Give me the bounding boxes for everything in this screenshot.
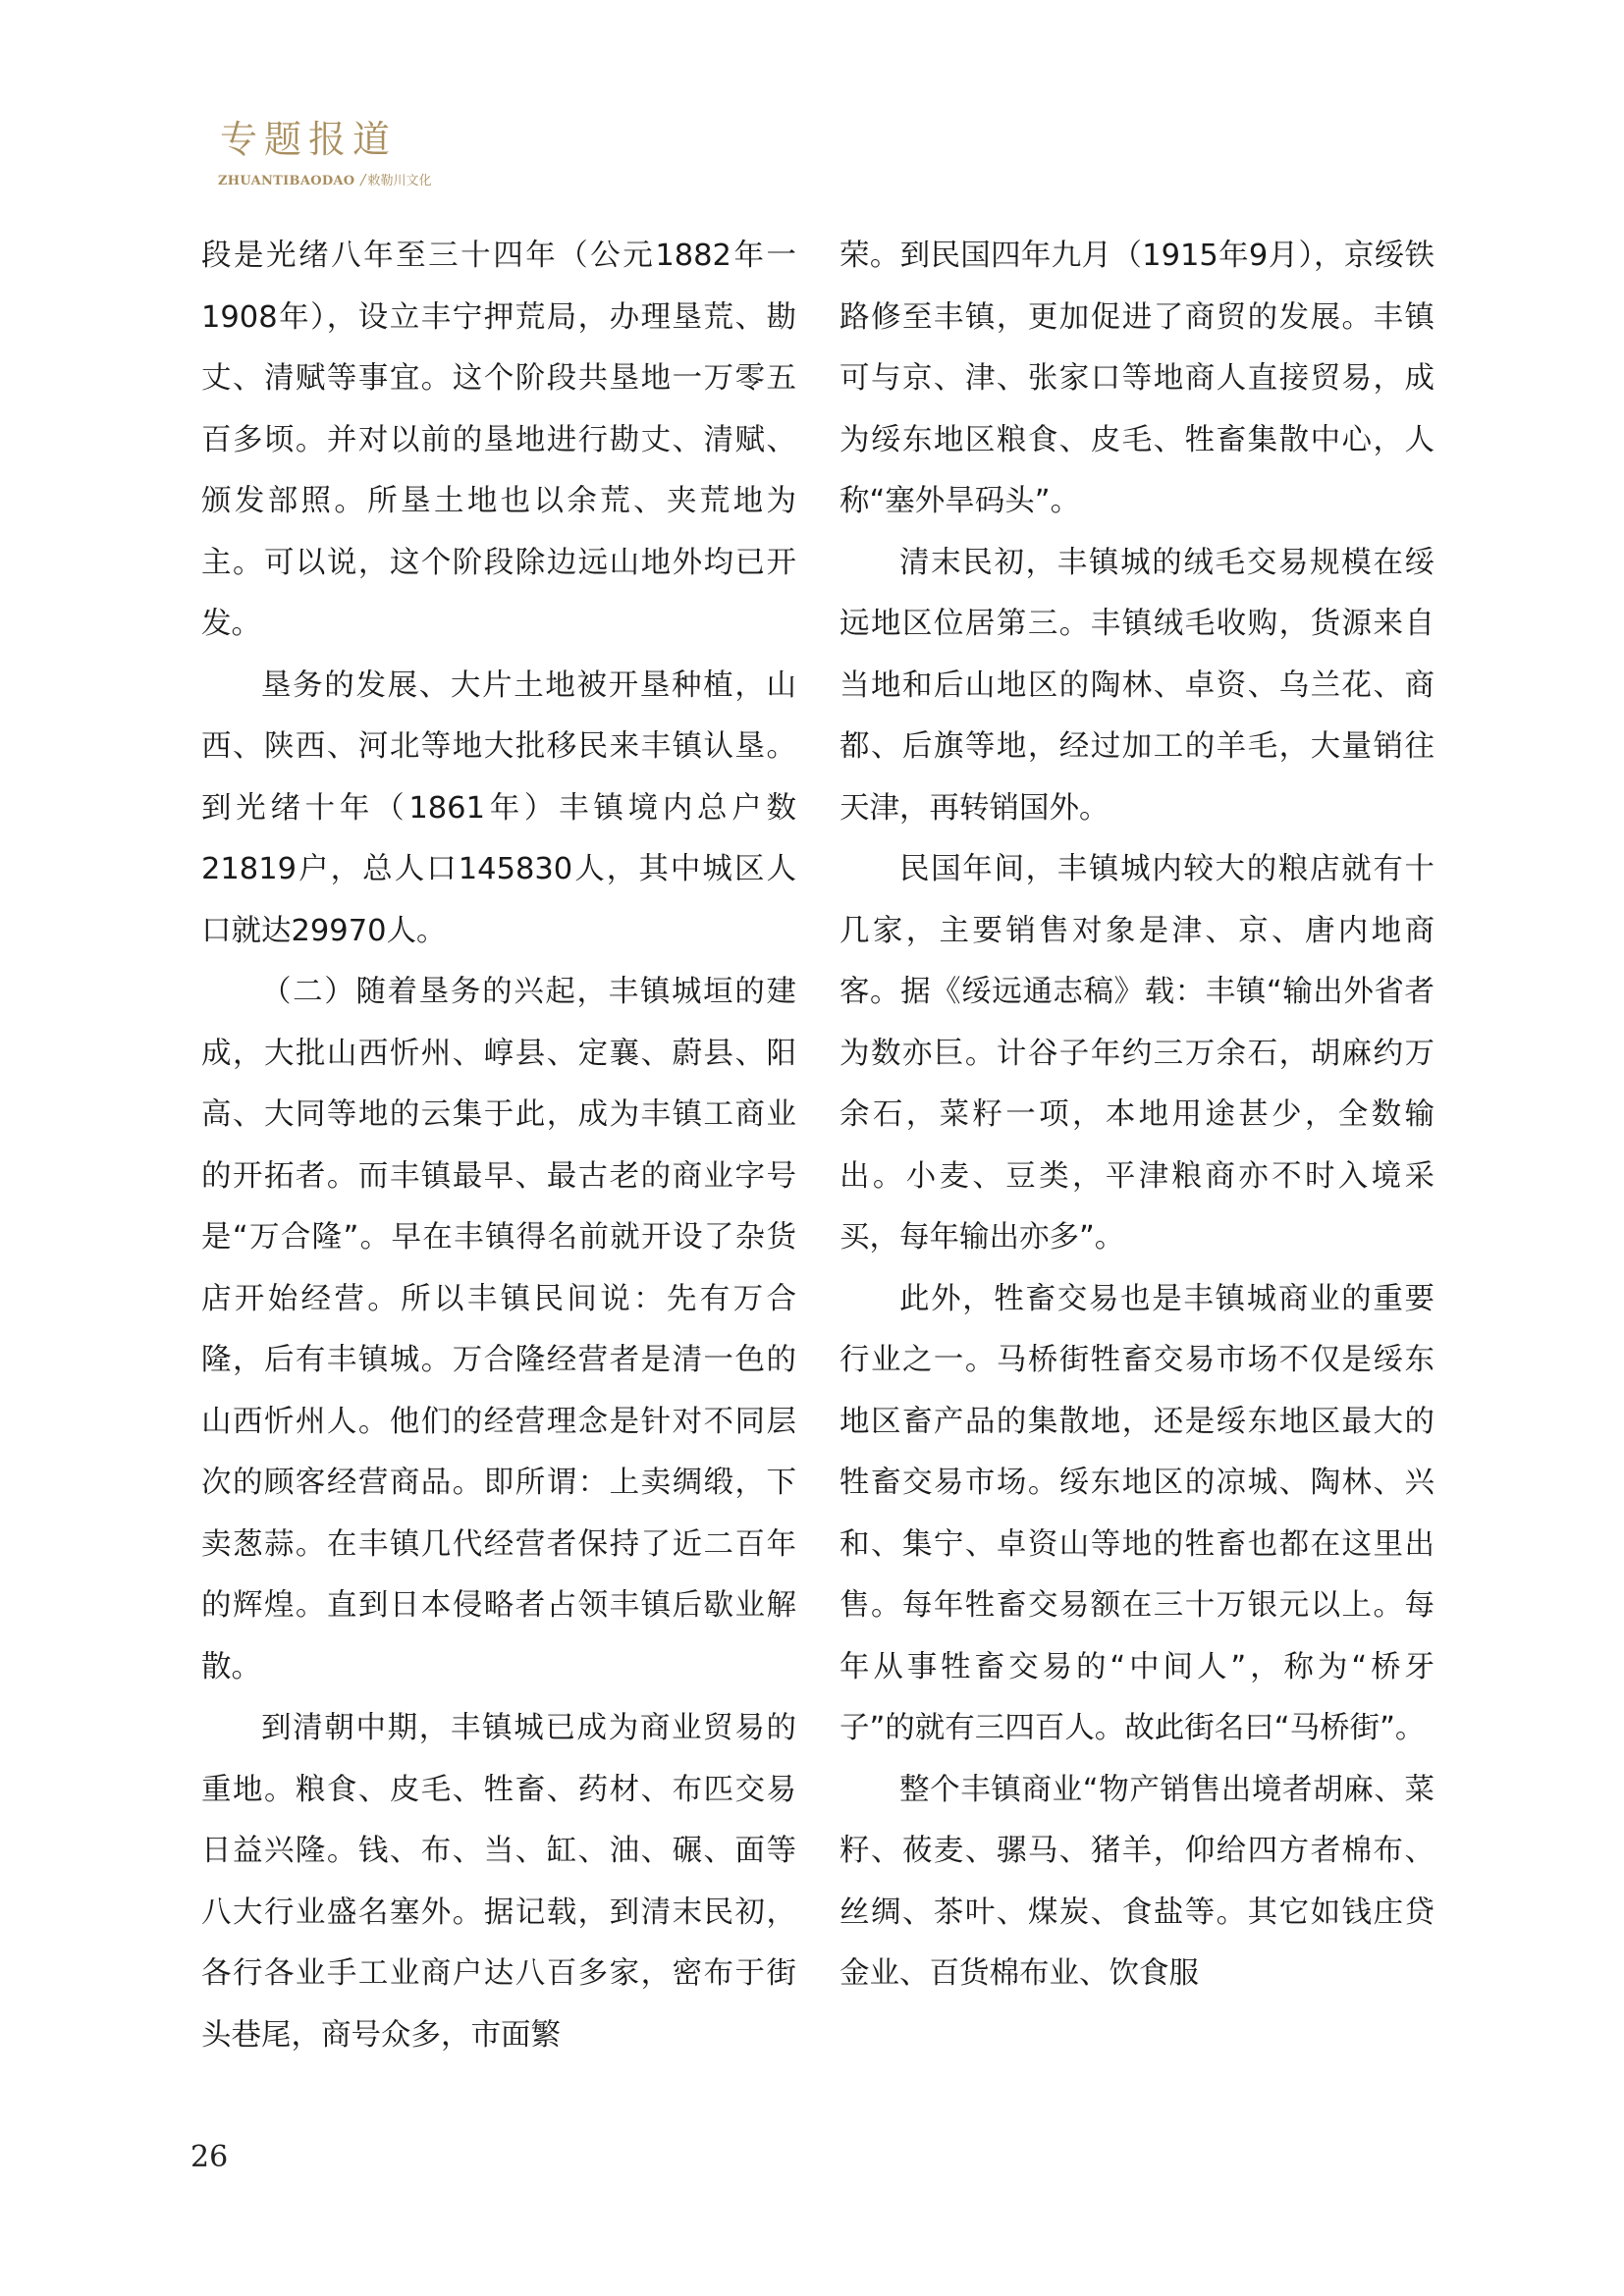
header-subline (218, 169, 807, 192)
header-slash: / (360, 171, 366, 188)
paragraph: 荣。到民国四年九月（1915年9月），京绥铁路修至丰镇，更加促进了商贸的发展。丰镇可与京、津、张家口等地商人直接贸易，成为绥东地区粮食、皮毛、牲畜集散中心，人称“塞外旱码头”。 (839, 239, 1435, 518)
paragraph: 垦务的发展、大片土地被开垦种植，山西、陕西、河北等地大批移民来丰镇认垦。到光绪十年（1861年）丰镇境内总户数21819户，总人口145830人，其中城区人口就达29970人。 (201, 667, 796, 948)
paragraph: 此外，牲畜交易也是丰镇城商业的重要行业之一。马桥街牲畜交易市场不仅是绥东地区畜产品的集散地，还是绥东地区最大的牲畜交易市场。绥东地区的凉城、陶林、兴和、集宁、卓资山等地的牲畜也都在这里出售。每年牲畜交易额在三十万银元以上。每年从事牲畜交易的“中间人”，称为“桥牙子”的就有三四百人。故此街名曰“马桥街”。 (839, 1281, 1435, 1745)
left-column (201, 226, 796, 2066)
paragraph: 到清朝中期，丰镇城已成为商业贸易的重地。粮食、皮毛、牲畜、药材、布匹交易日益兴隆。钱、布、当、缸、油、碾、面等八大行业盛名塞外。据记载，到清末民初，各行各业手工业商户达八百多家，密布于街头巷尾，商号众多，市面繁 (201, 1711, 796, 2053)
section-pinyin: ZHUANTIBAODAO (218, 174, 355, 188)
paragraph: 段是光绪八年至三十四年（公元1882年一1908年），设立丰宁押荒局，办理垦荒、勘丈、清赋等事宜。这个阶段共垦地一万零五百多顷。并对以前的垦地进行勘丈、清赋、颁发部照。所垦土地也以余荒、夹荒地为主。可以说，这个阶段除边远山地外均已开发。 (201, 239, 796, 641)
page-header (218, 116, 807, 194)
paragraph: （二）随着垦务的兴起，丰镇城垣的建成，大批山西忻州、崞县、定襄、蔚县、阳高、大同等地的云集于此，成为丰镇工商业的开拓者。而丰镇最早、最古老的商业字号是“万合隆”。早在丰镇得名前就开设了杂货店开始经营。所以丰镇民间说：先有万合隆，后有丰镇城。万合隆经营者是清一色的山西忻州人。他们的经营理念是针对不同层次的顾客经营商品。即所谓：上卖绸缎，下卖葱蒜。在丰镇几代经营者保持了近二百年的辉煌。直到日本侵略者占领丰镇后歇业解散。 (201, 975, 796, 1684)
magazine-name: 敕勒川文化 (367, 174, 432, 188)
paragraph: 整个丰镇商业“物产销售出境者胡麻、菜籽、莜麦、骡马、猪羊，仰给四方者棉布、丝绸、茶叶、煤炭、食盐等。其它如钱庄贷金业、百货棉布业、饮食服 (839, 1772, 1435, 1991)
page-number: 26 (190, 2140, 229, 2174)
paragraph: 清末民初，丰镇城的绒毛交易规模在绥远地区位居第三。丰镇绒毛收购，货源来自当地和后山地区的陶林、卓资、乌兰花、商都、后旗等地，经过加工的羊毛，大量销往天津，再转销国外。 (839, 545, 1435, 826)
section-title: 专题报道 (220, 118, 398, 161)
right-column (839, 226, 1435, 2005)
paragraph: 民国年间，丰镇城内较大的粮店就有十几家，主要销售对象是津、京、唐内地商客。据《绥远通志稿》载：丰镇“输出外省者为数亦巨。计谷子年约三万余石，胡麻约万余石，菜籽一项，本地用途甚少，全数输出。小麦、豆类，平津粮商亦不时入境采买，每年输出亦多”。 (839, 852, 1435, 1255)
